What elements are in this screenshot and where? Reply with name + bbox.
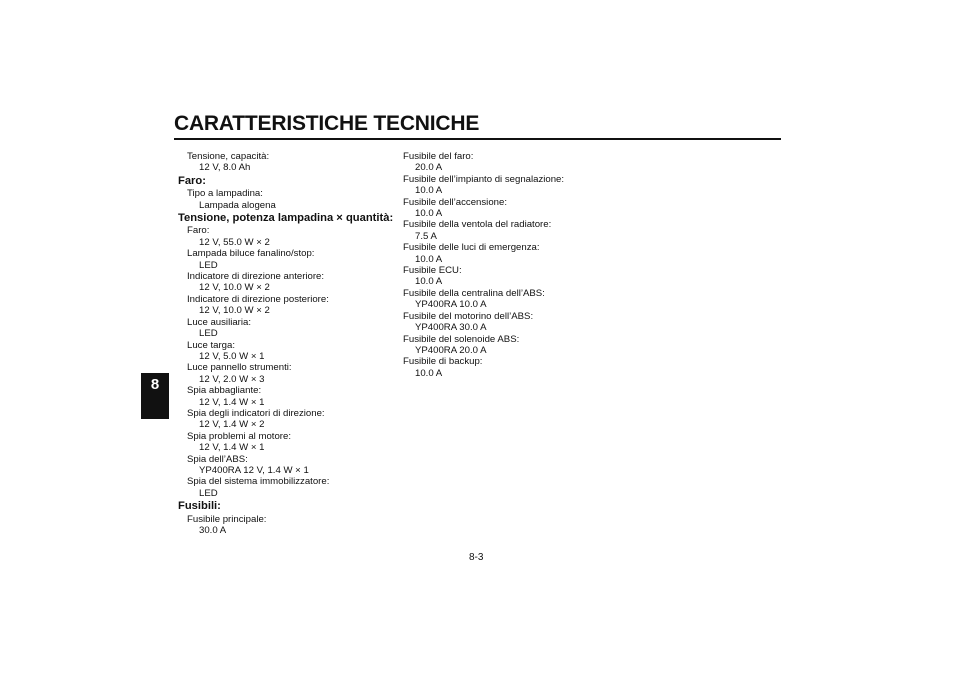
spec-label: Spia problemi al motore: (187, 430, 291, 442)
spec-label: Tipo a lampadina: (187, 188, 263, 200)
spec-label: Fusibile della ventola del radiatore: (403, 219, 552, 231)
spec-label: Spia abbagliante: (187, 385, 262, 397)
spec-value: 12 V, 2.0 W × 3 (199, 373, 265, 385)
spec-value: LED (199, 328, 218, 340)
spec-label: Fusibile dell’accensione: (403, 196, 507, 208)
page-number: 8-3 (469, 552, 484, 563)
right-spec-column (394, 151, 624, 379)
spec-value: LED (199, 259, 218, 271)
spec-label: Luce pannello strumenti: (187, 362, 292, 374)
spec-value: Lampada alogena (199, 199, 276, 211)
spec-label: Luce ausiliaria: (187, 316, 251, 328)
spec-label: Indicatore di direzione anteriore: (187, 271, 325, 283)
spec-label: Fusibile principale: (187, 513, 267, 525)
spec-label: Lampada biluce fanalino/stop: (187, 248, 315, 260)
left-spec-column (178, 151, 394, 536)
spec-value: YP400RA 10.0 A (415, 299, 487, 311)
section-heading: Faro: (178, 174, 206, 187)
spec-label: Fusibile del faro: (403, 151, 474, 162)
spec-value: 7.5 A (415, 230, 437, 242)
spec-label: Spia del sistema immobilizzatore: (187, 476, 330, 488)
spec-label: Tensione, capacità: (187, 151, 270, 162)
spec-value: YP400RA 12 V, 1.4 W × 1 (199, 464, 309, 476)
page-title: CARATTERISTICHE TECNICHE (174, 112, 480, 135)
spec-label: Fusibile delle luci di emergenza: (403, 242, 540, 254)
spec-value: 12 V, 10.0 W × 2 (199, 305, 270, 317)
spec-value: LED (199, 487, 218, 499)
spec-value: 10.0 A (415, 367, 443, 379)
spec-label: Spia degli indicatori di direzione: (187, 407, 325, 419)
chapter-tab: 8 (141, 373, 169, 419)
spec-value: 20.0 A (415, 162, 443, 174)
spec-value: 10.0 A (415, 276, 443, 288)
spec-value: 12 V, 8.0 Ah (199, 162, 251, 174)
spec-value: 10.0 A (415, 253, 443, 265)
section-heading: Fusibili: (178, 500, 221, 513)
spec-label: Fusibile di backup: (403, 356, 483, 368)
spec-label: Fusibile ECU: (403, 265, 462, 277)
section-heading: Tensione, potenza lampadina × quantità: (178, 212, 394, 225)
spec-label: Fusibile del solenoide ABS: (403, 333, 520, 345)
spec-value: 12 V, 1.4 W × 1 (199, 396, 265, 408)
spec-label: Fusibile del motorino dell’ABS: (403, 310, 534, 322)
spec-value: 10.0 A (415, 208, 443, 220)
spec-label: Spia dell’ABS: (187, 453, 248, 465)
spec-label: Luce targa: (187, 339, 236, 351)
spec-label: Faro: (187, 225, 210, 237)
spec-value: YP400RA 20.0 A (415, 344, 487, 356)
spec-value: YP400RA 30.0 A (415, 322, 487, 334)
spec-value: 12 V, 10.0 W × 2 (199, 282, 270, 294)
title-rule (174, 138, 781, 140)
spec-value: 12 V, 1.4 W × 1 (199, 442, 265, 454)
spec-value: 12 V, 1.4 W × 2 (199, 419, 265, 431)
spec-value: 12 V, 5.0 W × 1 (199, 350, 265, 362)
spec-label: Fusibile dell’impianto di segnalazione: (403, 173, 565, 185)
spec-value: 10.0 A (415, 185, 443, 197)
spec-label: Fusibile della centralina dell’ABS: (403, 287, 545, 299)
spec-value: 12 V, 55.0 W × 2 (199, 236, 270, 248)
spec-label: Indicatore di direzione posteriore: (187, 293, 329, 305)
spec-value: 30.0 A (199, 525, 227, 536)
